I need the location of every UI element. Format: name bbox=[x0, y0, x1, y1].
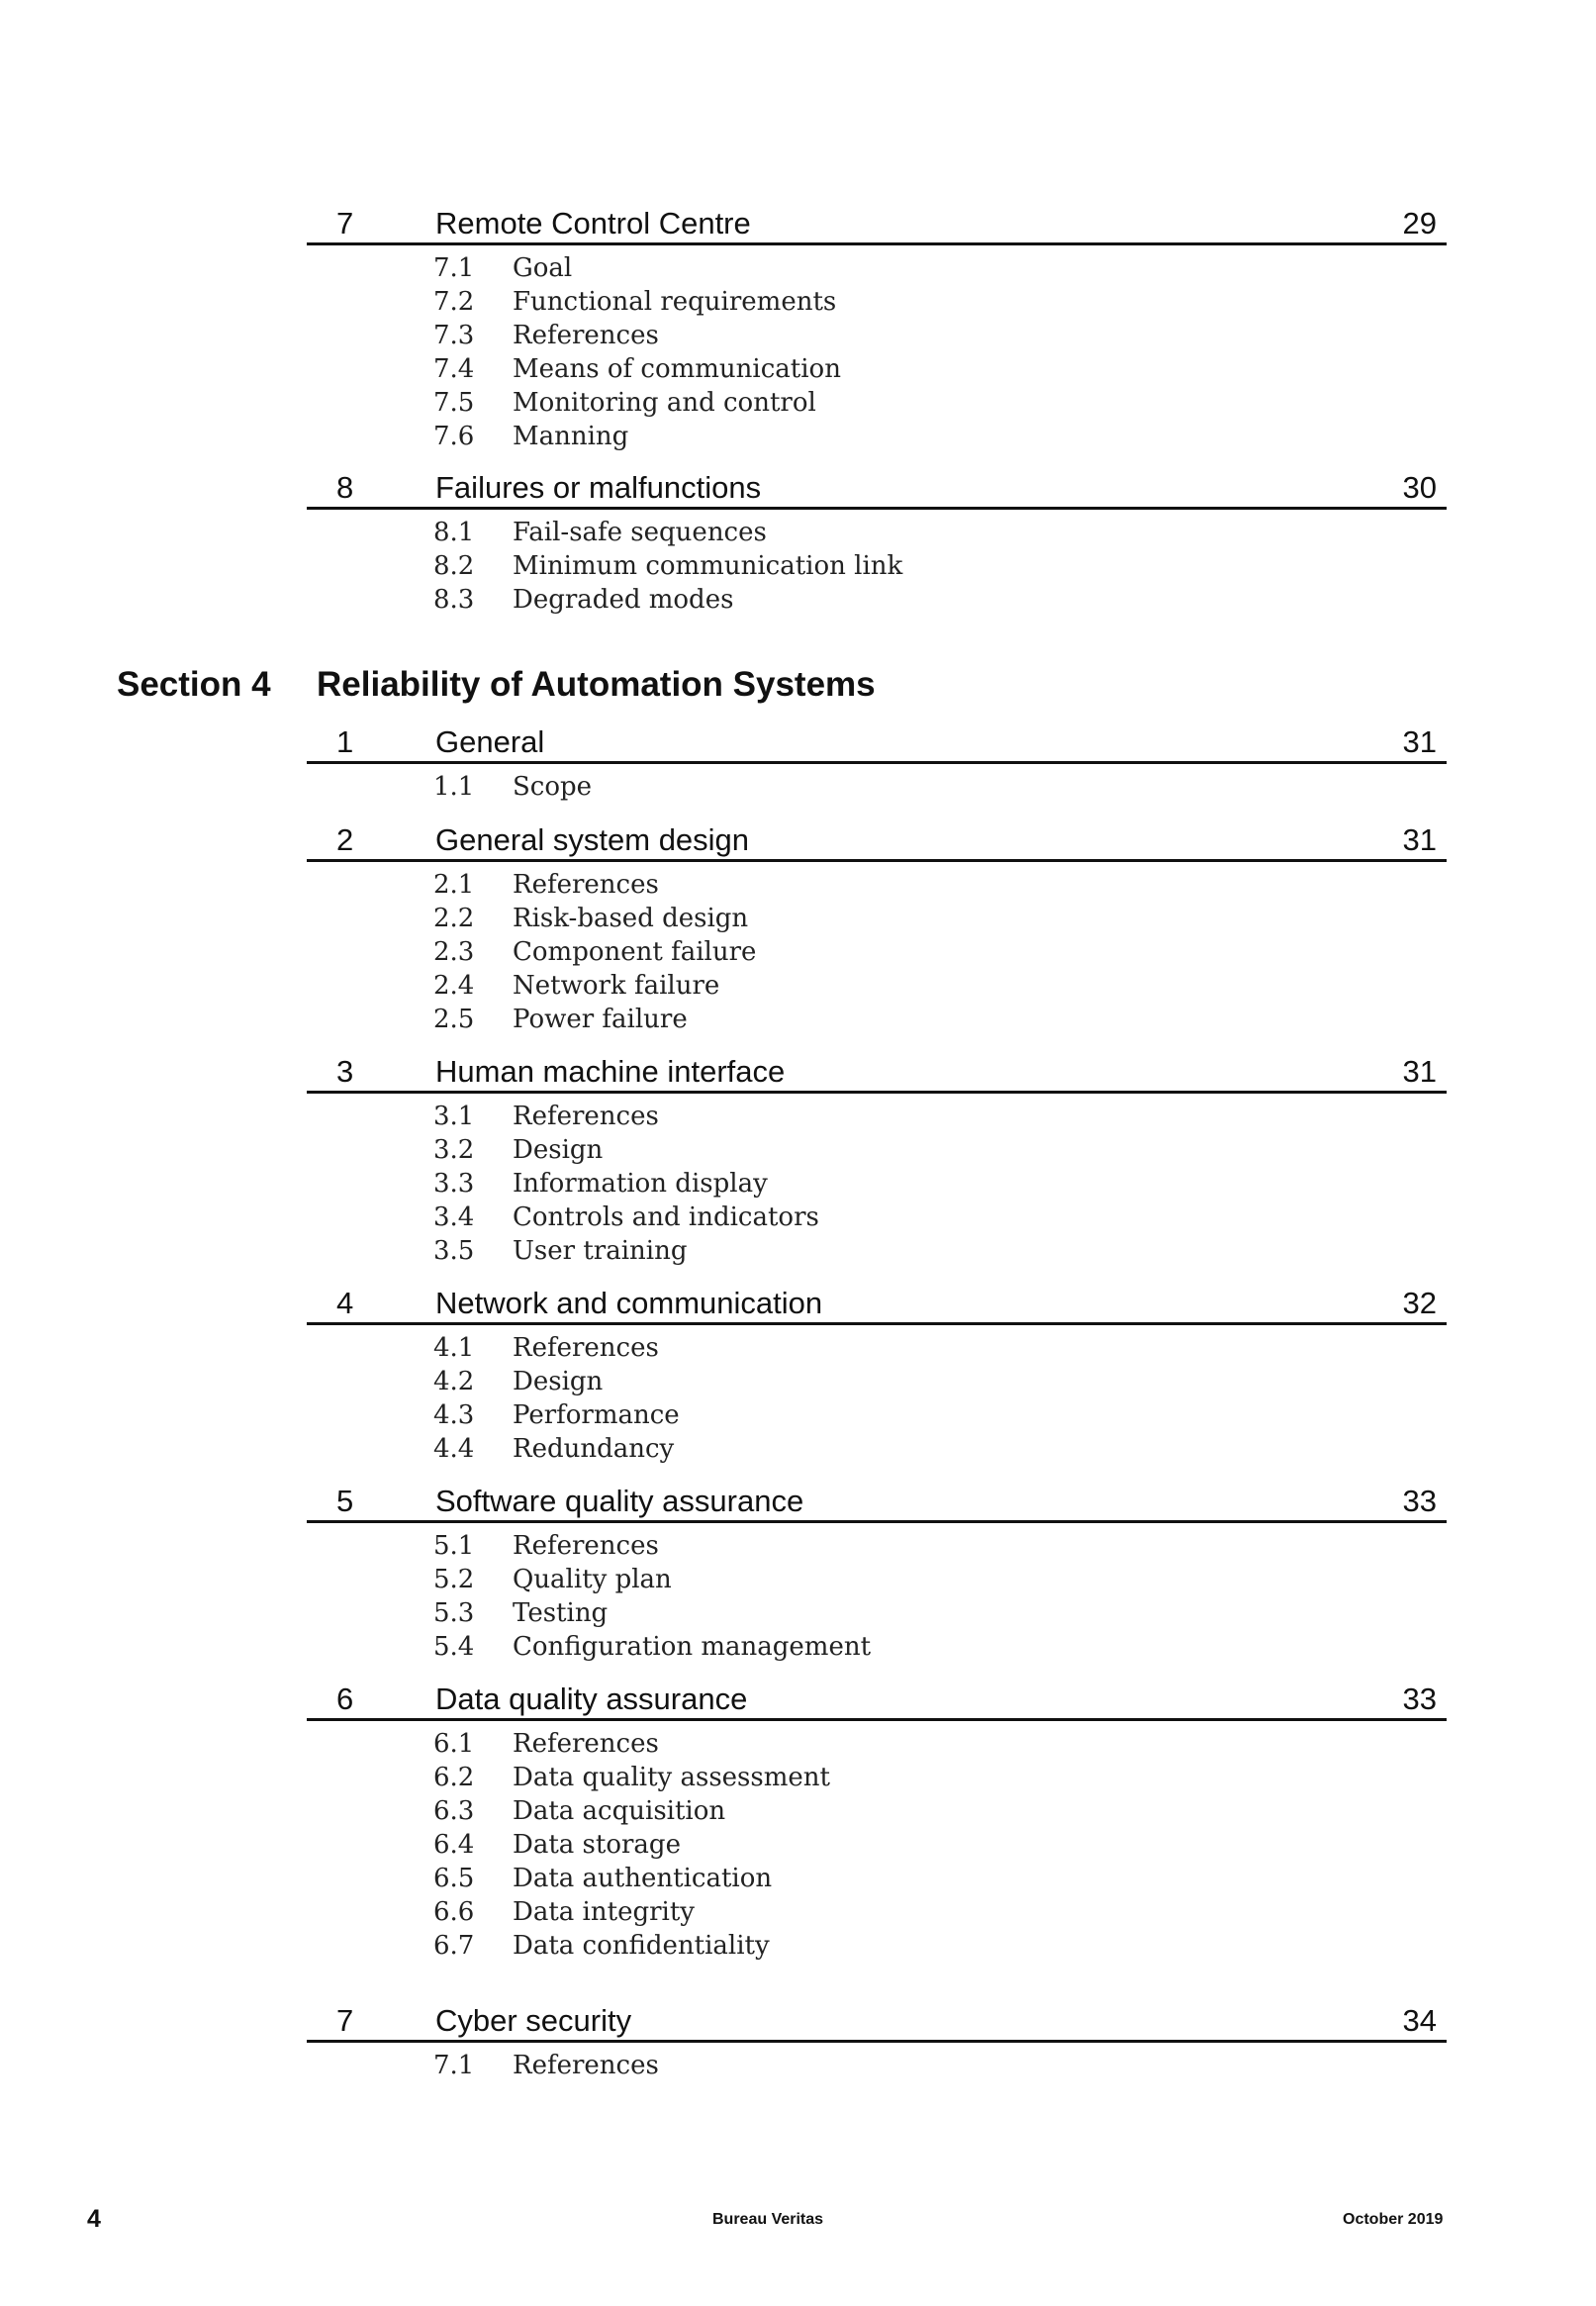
footer-publisher: Bureau Veritas bbox=[712, 2211, 824, 2228]
subsection-number: 7.4 bbox=[433, 354, 475, 384]
subsection-item[interactable] bbox=[307, 285, 1447, 319]
subsection-title: References bbox=[513, 870, 659, 900]
subsection-item[interactable] bbox=[307, 1529, 1447, 1563]
subsection-number: 4.3 bbox=[433, 1400, 475, 1430]
subsection-number: 6.4 bbox=[433, 1830, 475, 1860]
subsection-title: Degraded modes bbox=[513, 585, 734, 615]
subsection-number: 7.1 bbox=[433, 2051, 475, 2080]
chapter-divider bbox=[307, 1091, 1447, 1094]
subsection-title: References bbox=[513, 1333, 659, 1363]
subsection-number: 2.1 bbox=[433, 870, 475, 900]
chapter-page-number[interactable]: 31 bbox=[1402, 1054, 1437, 1089]
subsection-number: 8.3 bbox=[433, 585, 475, 615]
chapter-page-number[interactable]: 33 bbox=[1402, 1681, 1437, 1716]
subsection-list bbox=[307, 764, 1447, 804]
subsection-item[interactable] bbox=[307, 1727, 1447, 1761]
subsection-number: 2.5 bbox=[433, 1005, 475, 1034]
subsection-item[interactable] bbox=[307, 1794, 1447, 1828]
subsection-item[interactable] bbox=[307, 1234, 1447, 1268]
subsection-number: 8.2 bbox=[433, 551, 475, 581]
subsection-title: Power failure bbox=[513, 1005, 688, 1034]
subsection-number: 3.1 bbox=[433, 1102, 475, 1131]
chapter-title[interactable]: Software quality assurance bbox=[435, 1484, 804, 1518]
subsection-list bbox=[307, 245, 1447, 453]
chapter-number: 8 bbox=[336, 470, 354, 505]
subsection-item[interactable] bbox=[307, 935, 1447, 969]
subsection-number: 4.2 bbox=[433, 1367, 475, 1396]
section-title[interactable]: Reliability of Automation Systems bbox=[317, 665, 876, 704]
subsection-item[interactable] bbox=[307, 1596, 1447, 1630]
subsection-item[interactable] bbox=[307, 1365, 1447, 1398]
subsection-item[interactable] bbox=[307, 1929, 1447, 1963]
chapter-number: 3 bbox=[336, 1054, 354, 1089]
subsection-title: Quality plan bbox=[513, 1565, 672, 1594]
subsection-title: Goal bbox=[513, 253, 573, 283]
chapter-page-number[interactable]: 33 bbox=[1402, 1484, 1437, 1518]
chapter-title[interactable]: General bbox=[435, 724, 545, 759]
subsection-title: Data authentication bbox=[513, 1864, 773, 1893]
subsection-title: Means of communication bbox=[513, 354, 841, 384]
subsection-number: 5.4 bbox=[433, 1632, 475, 1662]
chapter-heading-row[interactable] bbox=[307, 1995, 1447, 2043]
subsection-item[interactable] bbox=[307, 251, 1447, 285]
chapter-page-number[interactable]: 29 bbox=[1402, 206, 1437, 240]
subsection-title: Design bbox=[513, 1367, 604, 1396]
chapter-title[interactable]: Failures or malfunctions bbox=[435, 470, 762, 505]
chapter-heading-row[interactable] bbox=[307, 1046, 1447, 1094]
subsection-item[interactable] bbox=[307, 516, 1447, 549]
subsection-item[interactable] bbox=[307, 549, 1447, 583]
subsection-title: Data acquisition bbox=[513, 1796, 726, 1826]
chapter-page-number[interactable]: 30 bbox=[1402, 470, 1437, 505]
chapter-title[interactable]: Data quality assurance bbox=[435, 1681, 748, 1716]
subsection-number: 6.1 bbox=[433, 1729, 475, 1759]
subsection-item[interactable] bbox=[307, 386, 1447, 420]
subsection-title: Data storage bbox=[513, 1830, 681, 1860]
chapter-page-number[interactable]: 31 bbox=[1402, 822, 1437, 857]
subsection-title: Data confidentiality bbox=[513, 1931, 770, 1961]
subsection-item[interactable] bbox=[307, 868, 1447, 902]
subsection-title: Data integrity bbox=[513, 1897, 695, 1927]
chapter-heading-row[interactable] bbox=[307, 815, 1447, 862]
subsection-title: Information display bbox=[513, 1169, 768, 1199]
chapter-page-number[interactable]: 31 bbox=[1402, 724, 1437, 759]
chapter-divider bbox=[307, 1718, 1447, 1721]
toc-chapter bbox=[307, 1674, 1447, 1963]
subsection-number: 6.6 bbox=[433, 1897, 475, 1927]
subsection-list bbox=[307, 1325, 1447, 1466]
subsection-number: 7.5 bbox=[433, 388, 475, 418]
chapter-number: 5 bbox=[336, 1484, 354, 1518]
chapter-divider bbox=[307, 507, 1447, 510]
subsection-item[interactable] bbox=[307, 902, 1447, 935]
subsection-list bbox=[307, 1721, 1447, 1963]
subsection-item[interactable] bbox=[307, 352, 1447, 386]
chapter-title[interactable]: Remote Control Centre bbox=[435, 206, 751, 240]
chapter-divider bbox=[307, 1322, 1447, 1325]
subsection-number: 6.3 bbox=[433, 1796, 475, 1826]
toc-chapter bbox=[307, 1995, 1447, 2082]
subsection-item[interactable] bbox=[307, 1167, 1447, 1201]
subsection-title: References bbox=[513, 1102, 659, 1131]
subsection-list bbox=[307, 862, 1447, 1036]
toc-chapter bbox=[307, 198, 1447, 453]
subsection-title: References bbox=[513, 2051, 659, 2080]
subsection-title: References bbox=[513, 1729, 659, 1759]
subsection-item[interactable] bbox=[307, 1563, 1447, 1596]
subsection-item[interactable] bbox=[307, 1630, 1447, 1664]
subsection-item[interactable] bbox=[307, 1862, 1447, 1895]
subsection-number: 2.4 bbox=[433, 971, 475, 1001]
section-label: Section 4 bbox=[117, 665, 271, 704]
subsection-number: 3.2 bbox=[433, 1135, 475, 1165]
subsection-title: Scope bbox=[513, 772, 593, 802]
subsection-title: References bbox=[513, 1531, 659, 1561]
subsection-number: 6.5 bbox=[433, 1864, 475, 1893]
toc-chapter bbox=[307, 462, 1447, 617]
toc-chapter bbox=[307, 1046, 1447, 1268]
chapter-divider bbox=[307, 242, 1447, 245]
footer-date: October 2019 bbox=[1343, 2211, 1444, 2228]
subsection-title: Testing bbox=[513, 1598, 609, 1628]
subsection-number: 5.1 bbox=[433, 1531, 475, 1561]
chapter-number: 4 bbox=[336, 1286, 354, 1320]
chapter-page-number[interactable]: 32 bbox=[1402, 1286, 1437, 1320]
subsection-number: 3.3 bbox=[433, 1169, 475, 1199]
chapter-title[interactable]: General system design bbox=[435, 822, 750, 857]
subsection-item[interactable] bbox=[307, 1432, 1447, 1466]
subsection-number: 7.3 bbox=[433, 321, 475, 350]
subsection-item[interactable] bbox=[307, 420, 1447, 453]
subsection-title: Fail-safe sequences bbox=[513, 518, 767, 547]
chapter-divider bbox=[307, 859, 1447, 862]
subsection-number: 2.3 bbox=[433, 937, 475, 967]
subsection-title: Network failure bbox=[513, 971, 720, 1001]
chapter-number: 7 bbox=[336, 206, 354, 240]
chapter-heading-row[interactable] bbox=[307, 1278, 1447, 1325]
subsection-number: 8.1 bbox=[433, 518, 475, 547]
subsection-number: 4.1 bbox=[433, 1333, 475, 1363]
subsection-list bbox=[307, 1523, 1447, 1664]
subsection-number: 6.7 bbox=[433, 1931, 475, 1961]
toc-chapter bbox=[307, 1278, 1447, 1466]
subsection-title: Monitoring and control bbox=[513, 388, 816, 418]
subsection-number: 5.2 bbox=[433, 1565, 475, 1594]
chapter-heading-row[interactable] bbox=[307, 1674, 1447, 1721]
subsection-title: Component failure bbox=[513, 937, 757, 967]
subsection-item[interactable] bbox=[307, 1331, 1447, 1365]
chapter-title[interactable]: Human machine interface bbox=[435, 1054, 786, 1089]
chapter-divider bbox=[307, 1520, 1447, 1523]
page-footer bbox=[0, 2205, 1596, 2235]
subsection-title: Risk-based design bbox=[513, 904, 749, 933]
chapter-divider bbox=[307, 761, 1447, 764]
subsection-list bbox=[307, 510, 1447, 617]
subsection-item[interactable] bbox=[307, 969, 1447, 1003]
subsection-item[interactable] bbox=[307, 1895, 1447, 1929]
subsection-item[interactable] bbox=[307, 583, 1447, 617]
subsection-item[interactable] bbox=[307, 1003, 1447, 1036]
subsection-number: 3.5 bbox=[433, 1236, 475, 1266]
toc-chapter bbox=[307, 1476, 1447, 1664]
section-heading bbox=[117, 665, 1443, 715]
chapter-number: 6 bbox=[336, 1681, 354, 1716]
subsection-title: References bbox=[513, 321, 659, 350]
subsection-item[interactable] bbox=[307, 770, 1447, 804]
subsection-title: Manning bbox=[513, 422, 629, 451]
chapter-number: 2 bbox=[336, 822, 354, 857]
subsection-item[interactable] bbox=[307, 1398, 1447, 1432]
subsection-title: Functional requirements bbox=[513, 287, 837, 317]
subsection-number: 1.1 bbox=[433, 772, 475, 802]
toc-chapter bbox=[307, 717, 1447, 804]
subsection-number: 3.4 bbox=[433, 1202, 475, 1232]
subsection-item[interactable] bbox=[307, 2049, 1447, 2082]
chapter-heading-row[interactable] bbox=[307, 717, 1447, 764]
subsection-title: Controls and indicators bbox=[513, 1202, 819, 1232]
subsection-item[interactable] bbox=[307, 1828, 1447, 1862]
subsection-number: 4.4 bbox=[433, 1434, 475, 1464]
subsection-title: Configuration management bbox=[513, 1632, 872, 1662]
subsection-number: 5.3 bbox=[433, 1598, 475, 1628]
subsection-item[interactable] bbox=[307, 1761, 1447, 1794]
chapter-heading-row[interactable] bbox=[307, 462, 1447, 510]
subsection-title: Data quality assessment bbox=[513, 1763, 830, 1792]
subsection-number: 7.6 bbox=[433, 422, 475, 451]
subsection-number: 2.2 bbox=[433, 904, 475, 933]
subsection-item[interactable] bbox=[307, 319, 1447, 352]
chapter-title[interactable]: Network and communication bbox=[435, 1286, 823, 1320]
subsection-item[interactable] bbox=[307, 1133, 1447, 1167]
subsection-number: 7.2 bbox=[433, 287, 475, 317]
chapter-heading-row[interactable] bbox=[307, 198, 1447, 245]
subsection-title: Performance bbox=[513, 1400, 680, 1430]
chapter-title[interactable]: Cyber security bbox=[435, 2003, 632, 2038]
subsection-title: Redundancy bbox=[513, 1434, 675, 1464]
chapter-divider bbox=[307, 2040, 1447, 2043]
subsection-title: Minimum communication link bbox=[513, 551, 903, 581]
subsection-item[interactable] bbox=[307, 1100, 1447, 1133]
subsection-list bbox=[307, 2043, 1447, 2082]
chapter-number: 7 bbox=[336, 2003, 354, 2038]
subsection-title: Design bbox=[513, 1135, 604, 1165]
subsection-title: User training bbox=[513, 1236, 688, 1266]
chapter-page-number[interactable]: 34 bbox=[1402, 2003, 1437, 2038]
footer-page-number: 4 bbox=[87, 2205, 101, 2233]
chapter-heading-row[interactable] bbox=[307, 1476, 1447, 1523]
subsection-item[interactable] bbox=[307, 1201, 1447, 1234]
subsection-number: 6.2 bbox=[433, 1763, 475, 1792]
chapter-number: 1 bbox=[336, 724, 354, 759]
subsection-list bbox=[307, 1094, 1447, 1268]
subsection-number: 7.1 bbox=[433, 253, 475, 283]
toc-chapter bbox=[307, 815, 1447, 1036]
